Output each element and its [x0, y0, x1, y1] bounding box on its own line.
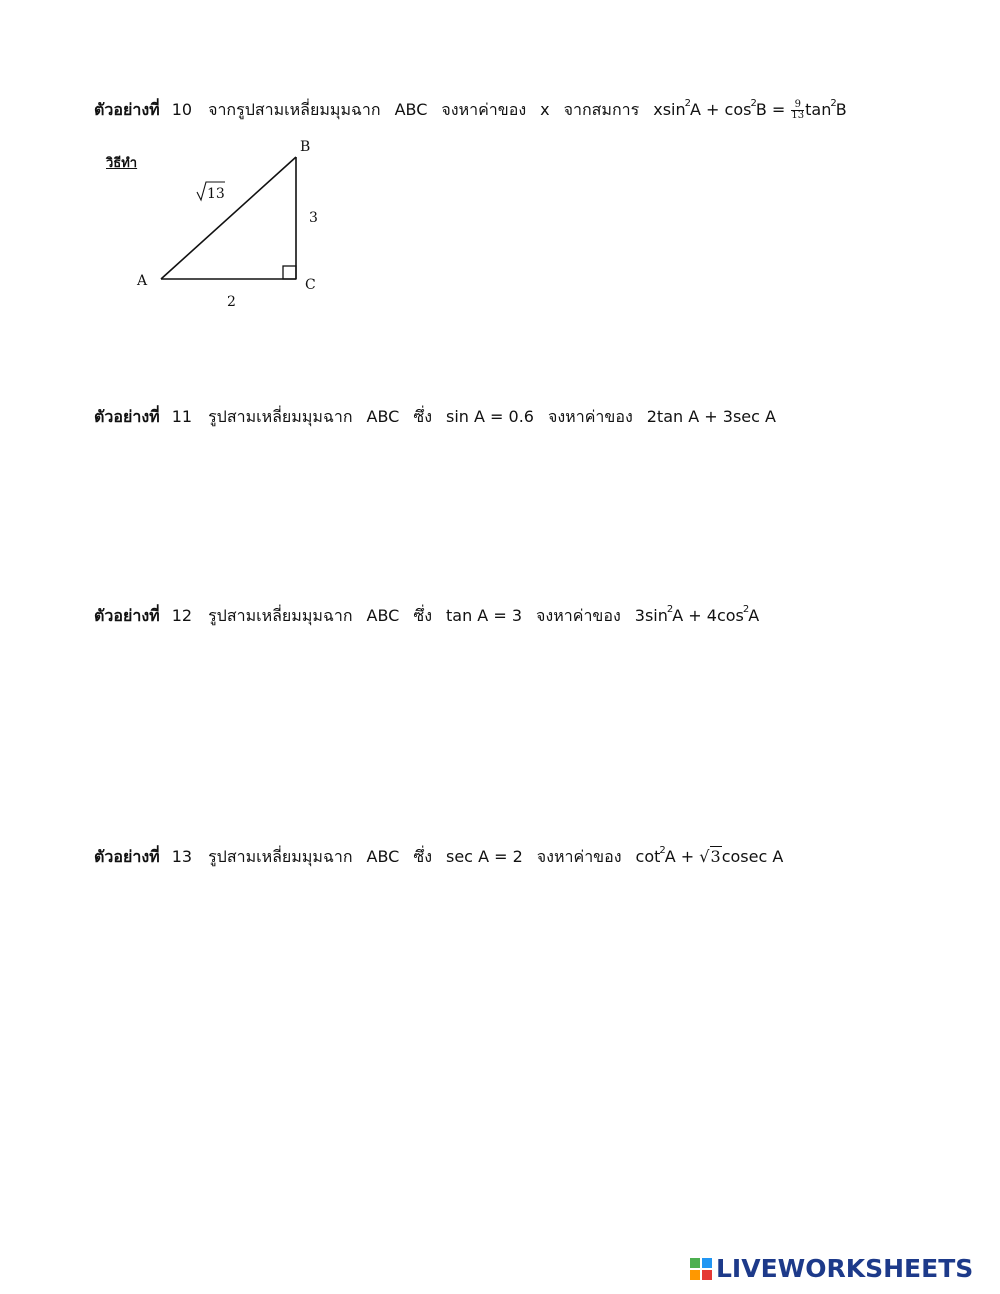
side-ab — [161, 157, 296, 279]
example-text: จงหาค่าของ — [536, 606, 621, 625]
equation-part: A + 4cos — [672, 606, 744, 625]
example-text: ซึ่ง — [413, 847, 432, 866]
fraction-numerator: 9 — [791, 100, 804, 111]
equation-part: A + cos — [690, 100, 752, 119]
equation-part: A — [748, 606, 760, 625]
example-text: จงหาค่าของ — [536, 847, 622, 866]
example-text: จากรูปสามเหลี่ยมมุมฉาก — [208, 100, 381, 119]
example-12 — [94, 606, 759, 629]
triangle-name: ABC — [366, 847, 400, 866]
example-text: จากสมการ — [563, 100, 640, 119]
equation-part: 3sin — [634, 606, 668, 625]
example-number: 13 — [171, 847, 193, 866]
example-label: ตัวอย่างที่ — [94, 606, 160, 625]
radicand: 3 — [710, 847, 721, 866]
side-bc-label: 3 — [309, 210, 318, 226]
exponent: 2 — [742, 604, 750, 615]
example-label: ตัวอย่างที่ — [94, 100, 160, 119]
example-number: 11 — [171, 407, 193, 426]
example-text: จงหาค่าของ — [441, 100, 527, 119]
right-angle-mark — [283, 266, 296, 279]
example-label: ตัวอย่างที่ — [94, 407, 160, 426]
exponent: 2 — [666, 604, 674, 615]
method-label: วิธีทำ — [106, 156, 138, 171]
variable: x — [540, 100, 550, 119]
fraction-denominator: 13 — [791, 110, 805, 121]
example-text: จงหาค่าของ — [547, 407, 633, 426]
example-text: รูปสามเหลี่ยมมุมฉาก — [208, 606, 353, 625]
square-root: √3 — [699, 847, 721, 866]
equation-part: A + — [664, 847, 695, 866]
example-text: ซึ่ง — [413, 407, 432, 426]
given-value: sec A = 2 — [446, 847, 523, 866]
hypotenuse-value: 13 — [207, 186, 225, 202]
given-value: sin A = 0.6 — [446, 407, 534, 426]
exponent: 2 — [830, 98, 837, 109]
triangle-name: ABC — [366, 606, 400, 625]
vertex-c-label: C — [305, 277, 316, 293]
example-label: ตัวอย่างที่ — [94, 847, 160, 866]
liveworksheets-logo-text: LIVEWORKSHEETS — [716, 1254, 974, 1283]
equation-part: xsin — [653, 100, 686, 119]
vertex-a-label: A — [137, 273, 148, 289]
vertex-b-label: B — [300, 139, 311, 155]
triangle-name: ABC — [394, 100, 428, 119]
equation-part: B = — [755, 100, 786, 119]
example-text: รูปสามเหลี่ยมมุมฉาก — [208, 407, 353, 426]
example-13 — [94, 847, 783, 870]
exponent: 2 — [659, 845, 666, 856]
hypotenuse-label — [197, 182, 225, 202]
equation-part: B — [835, 100, 847, 119]
exponent: 2 — [750, 98, 757, 109]
side-ac-label: 2 — [227, 294, 236, 310]
fraction — [791, 100, 804, 121]
example-11 — [94, 407, 776, 427]
liveworksheets-logo-icon — [690, 1258, 712, 1280]
equation-part: cosec A — [721, 847, 784, 866]
example-10 — [94, 100, 847, 123]
example-number: 10 — [171, 100, 193, 119]
triangle-name: ABC — [366, 407, 400, 426]
triangle-figure — [125, 130, 335, 315]
exponent: 2 — [684, 98, 691, 109]
liveworksheets-logo — [690, 1254, 990, 1284]
example-text: รูปสามเหลี่ยมมุมฉาก — [208, 847, 353, 866]
equation-part: cot — [635, 847, 661, 866]
example-text: ซึ่ง — [413, 606, 432, 625]
expression: 2tan A + 3sec A — [646, 407, 776, 426]
given-value: tan A = 3 — [446, 606, 523, 625]
example-number: 12 — [171, 606, 193, 625]
equation-part: tan — [805, 100, 832, 119]
